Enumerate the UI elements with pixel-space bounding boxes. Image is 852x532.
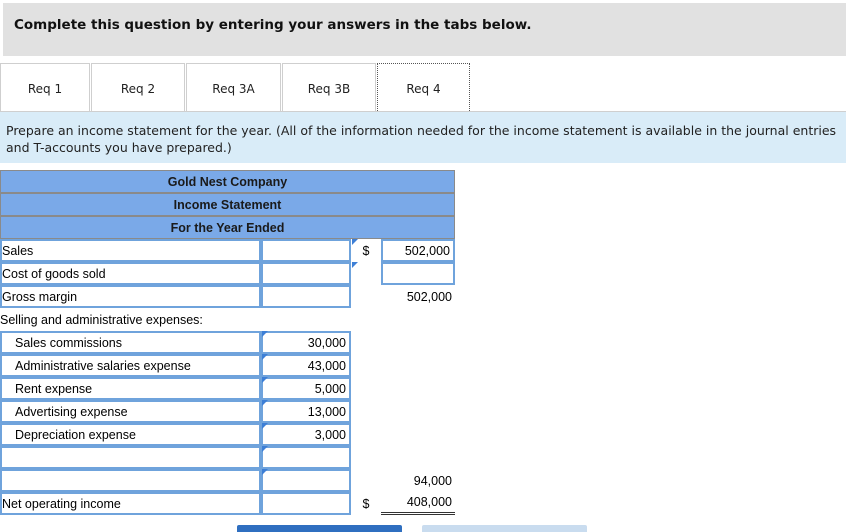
- rent-label-input[interactable]: Rent expense: [0, 377, 261, 400]
- input-flag-icon: [262, 354, 268, 360]
- selling-admin-heading: Selling and administrative expenses:: [0, 312, 203, 327]
- table-row: [0, 400, 455, 423]
- tab-req-1[interactable]: [0, 63, 90, 113]
- depreciation-amount-input[interactable]: 3,000: [261, 423, 351, 446]
- table-row: [0, 446, 455, 469]
- net-operating-income-dollar-sign: $: [362, 496, 370, 511]
- instruction-panel: [0, 112, 846, 163]
- blank-label-input-2[interactable]: [0, 469, 261, 492]
- tab-bar: [0, 63, 470, 113]
- blank-amount-input-1[interactable]: [261, 446, 351, 469]
- table-row: [0, 262, 455, 285]
- advertising-amount-input[interactable]: 13,000: [261, 400, 351, 423]
- next-button[interactable]: [422, 525, 587, 532]
- gross-margin-total: 502,000: [406, 289, 452, 304]
- sales-dollar-sign: $: [362, 243, 370, 258]
- tab-label: Req 1: [27, 81, 63, 96]
- depreciation-label-input[interactable]: Depreciation expense: [0, 423, 261, 446]
- tab-req-2[interactable]: [91, 63, 185, 113]
- tab-req-4[interactable]: [377, 63, 470, 113]
- sales-amount-input[interactable]: [261, 239, 351, 262]
- input-flag-icon: [352, 239, 358, 245]
- net-operating-income-total: 408,000: [381, 492, 455, 515]
- sales-total-input[interactable]: 502,000: [381, 239, 455, 262]
- admin-salaries-label-input[interactable]: Administrative salaries expense: [0, 354, 261, 377]
- table-row: [0, 308, 455, 331]
- advertising-label-input[interactable]: Advertising expense: [0, 400, 261, 423]
- table-row: [0, 469, 455, 492]
- cogs-label-input[interactable]: Cost of goods sold: [0, 262, 261, 285]
- input-flag-icon: [262, 400, 268, 406]
- admin-salaries-amount-input[interactable]: 43,000: [261, 354, 351, 377]
- net-operating-income-amount-input[interactable]: [261, 492, 351, 515]
- sales-commissions-label-input[interactable]: Sales commissions: [0, 331, 261, 354]
- prev-button[interactable]: [237, 525, 402, 532]
- gross-margin-label-input[interactable]: Gross margin: [0, 285, 261, 308]
- net-operating-income-label-input[interactable]: Net operating income: [0, 492, 261, 515]
- input-flag-icon: [262, 423, 268, 429]
- tab-label: Req 3B: [307, 81, 351, 96]
- tab-req-3b[interactable]: [282, 63, 376, 113]
- blank-label-input-1[interactable]: [0, 446, 261, 469]
- table-row: [0, 492, 455, 515]
- company-name: Gold Nest Company: [0, 170, 455, 193]
- statement-title: Income Statement: [0, 193, 455, 216]
- total-expenses: 94,000: [413, 473, 452, 488]
- input-flag-icon: [262, 331, 268, 337]
- rent-amount-input[interactable]: 5,000: [261, 377, 351, 400]
- instruction-text: Prepare an income statement for the year. (All of the information needed for the income statement is available in the journal entries and T-accounts you have prepared.): [6, 123, 837, 155]
- table-row: [0, 285, 455, 308]
- table-row: [0, 331, 455, 354]
- sales-label-input[interactable]: Sales: [0, 239, 261, 262]
- table-row: [0, 239, 455, 262]
- sales-commissions-amount-input[interactable]: 30,000: [261, 331, 351, 354]
- tab-label: Req 3A: [212, 81, 255, 96]
- tab-label: Req 2: [120, 81, 156, 96]
- cogs-amount-input[interactable]: [261, 262, 351, 285]
- blank-amount-input-2[interactable]: [261, 469, 351, 492]
- question-header: [3, 3, 846, 56]
- cogs-total-input[interactable]: [381, 262, 455, 285]
- input-flag-icon: [262, 446, 268, 452]
- input-flag-icon: [352, 262, 358, 268]
- table-row: [0, 377, 455, 400]
- input-flag-icon: [262, 377, 268, 383]
- input-flag-icon: [262, 469, 268, 475]
- tab-label: Req 4: [406, 81, 441, 96]
- tab-req-3a[interactable]: [186, 63, 281, 113]
- table-row: [0, 354, 455, 377]
- gross-margin-amount-input[interactable]: [261, 285, 351, 308]
- statement-period: For the Year Ended: [0, 216, 455, 239]
- question-title: Complete this question by entering your answers in the tabs below.: [14, 17, 532, 33]
- table-row: [0, 423, 455, 446]
